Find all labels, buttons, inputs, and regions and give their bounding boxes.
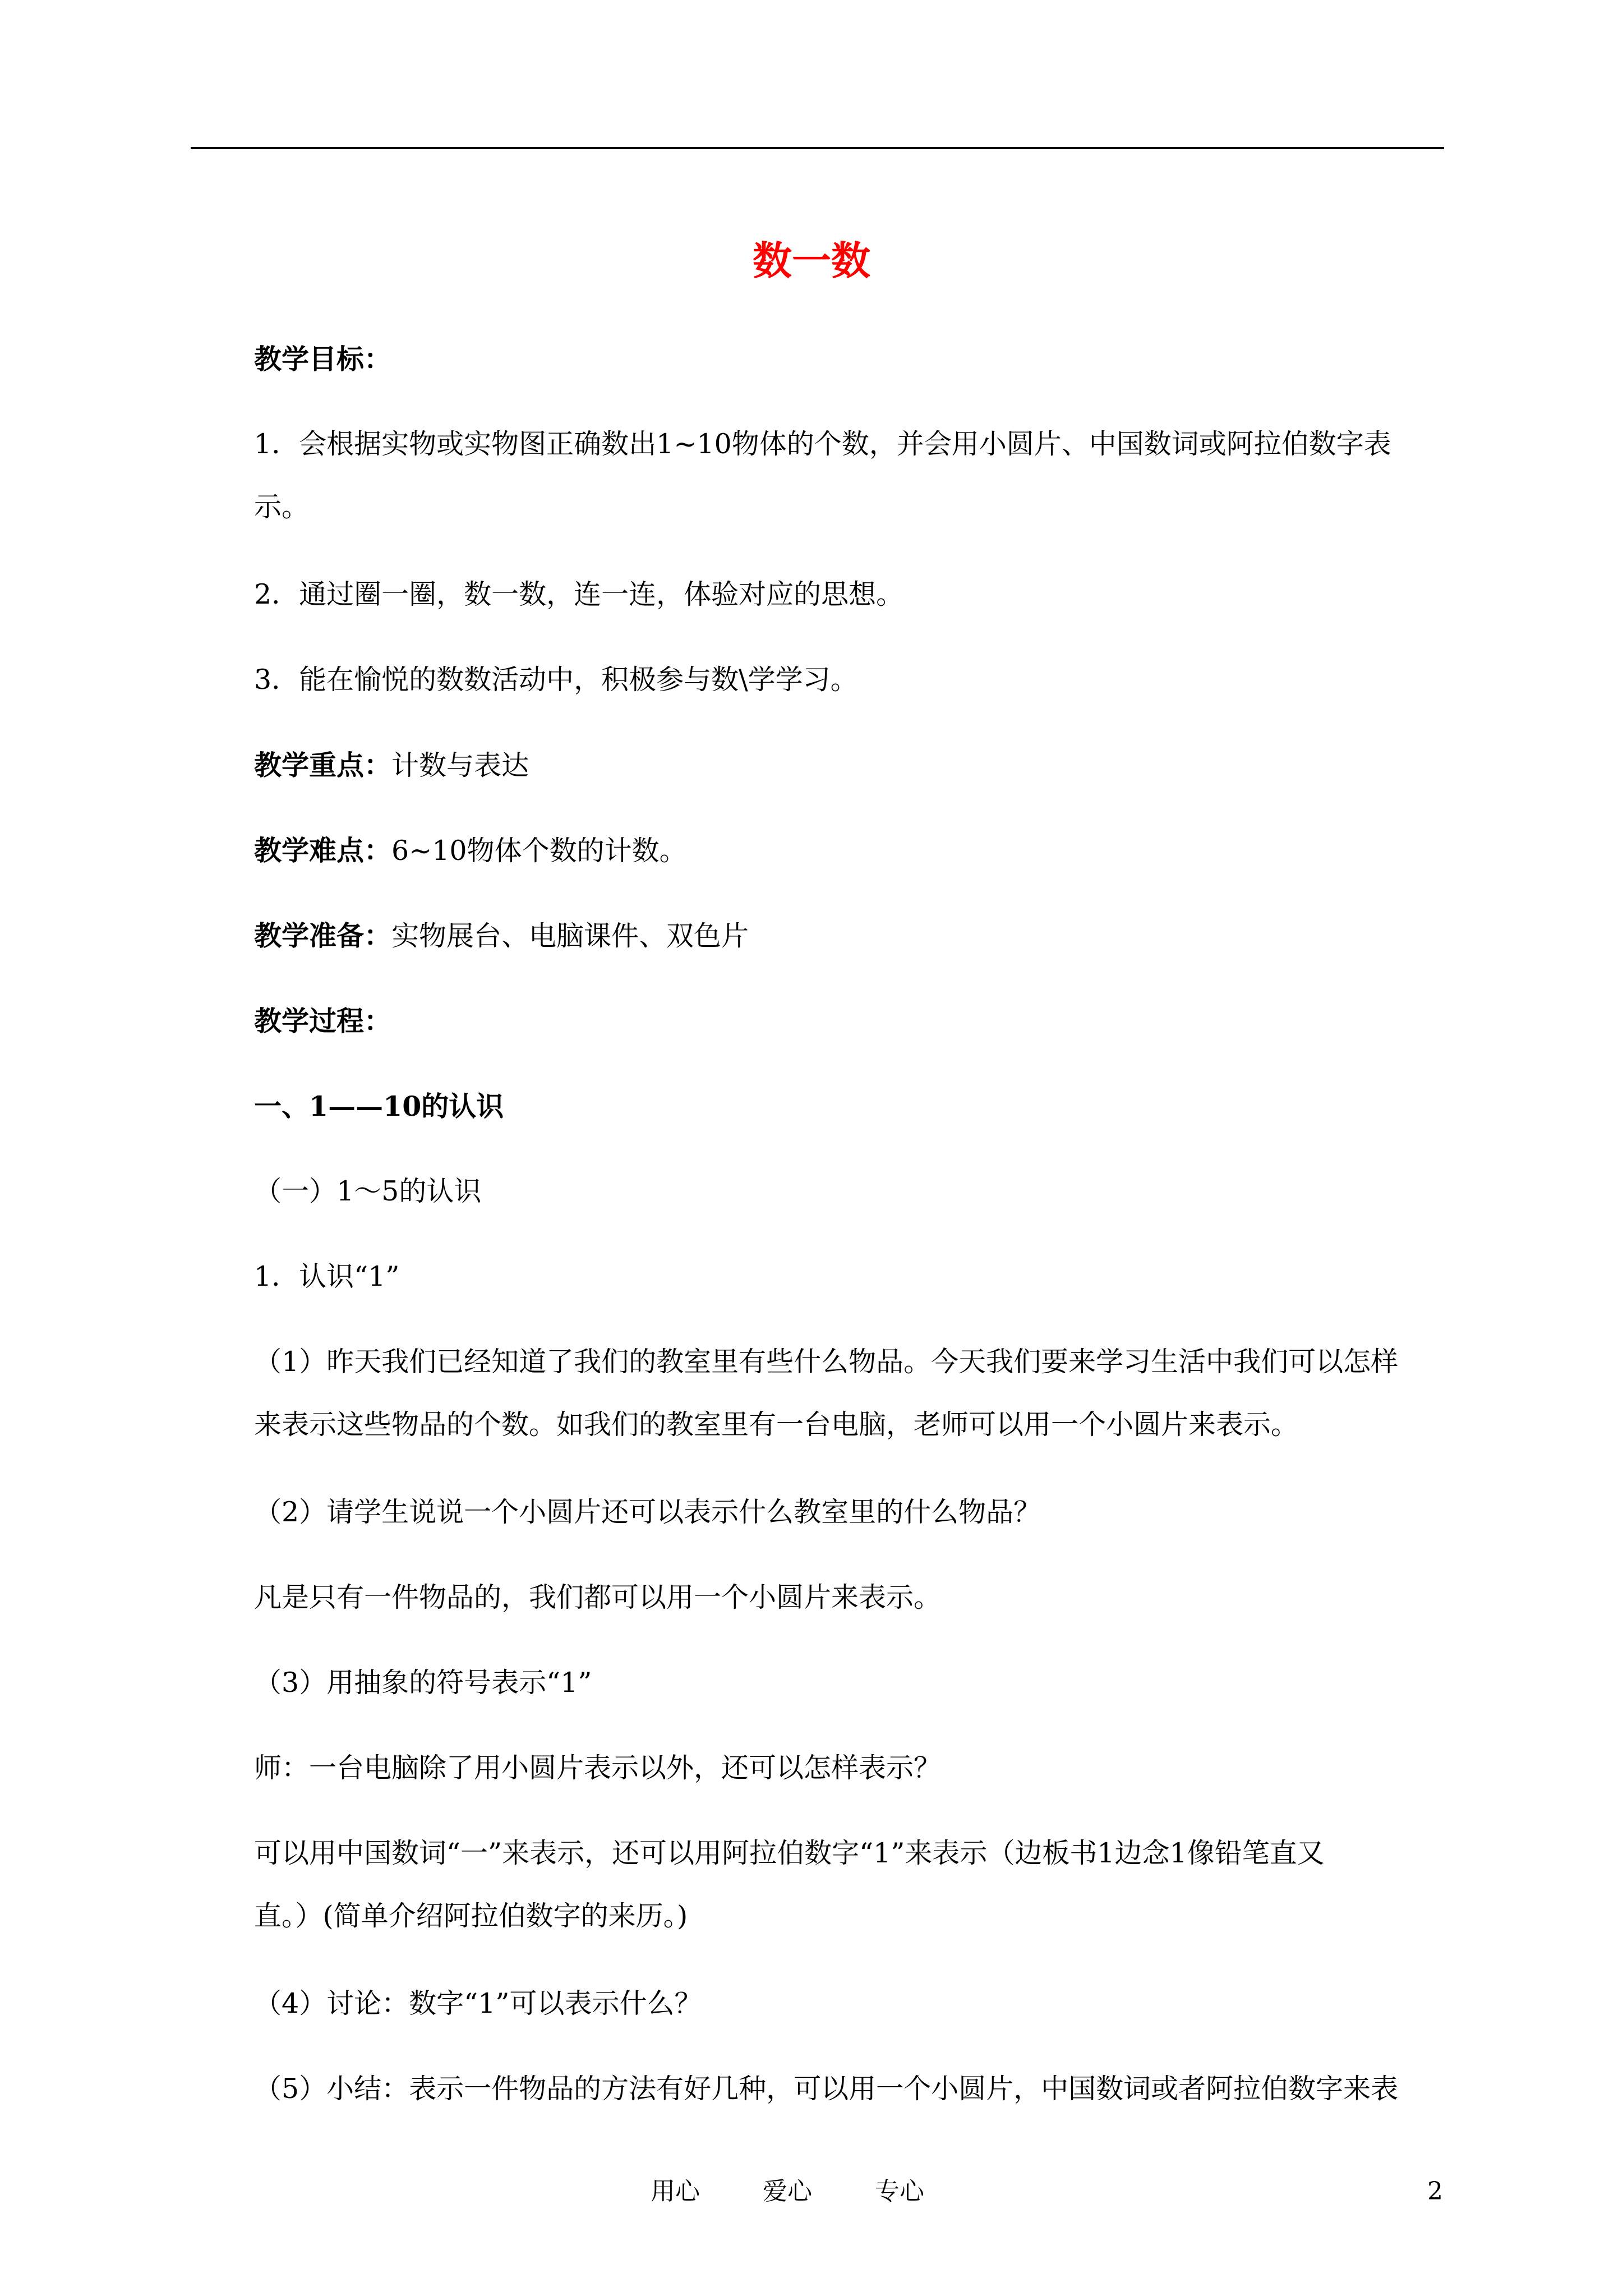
paragraph-3c-line-1: 可以用中国数词“一”来表示，还可以用阿拉伯数字“1”来表示（边板书1边念1像铅笔直又 (254, 1837, 1325, 1869)
footer-motto-3: 专心 (875, 2177, 924, 2206)
key-point (254, 743, 529, 788)
paragraph-3c-line-2: 直。）(简单介绍阿拉伯数字的来历。) (254, 1900, 688, 1932)
paragraph-1-line-2: 来表示这些物品的个数。如我们的教室里有一台电脑，老师可以用一个小圆片来表示。 (254, 1409, 1299, 1441)
item-1: 1．认识“1” (254, 1260, 400, 1292)
paragraph-3b: 师：一台电脑除了用小圆片表示以外，还可以怎样表示？ (254, 1752, 942, 1784)
preparation-label: 教学准备： (254, 919, 392, 952)
paragraph-4: （4）讨论：数字“1”可以表示什么？ (254, 1987, 702, 2019)
preparation (254, 913, 749, 959)
goal-1-line-1: 1．会根据实物或实物图正确数出1~10物体的个数，并会用小圆片、中国数词或阿拉伯数字表 (254, 428, 1391, 460)
paragraph-1-line-1: （1）昨天我们已经知道了我们的教室里有些什么物品。今天我们要来学习生活中我们可以怎样 (254, 1346, 1399, 1378)
difficulty-text: 6~10物体个数的计数。 (391, 835, 687, 867)
header-rule (191, 147, 1444, 149)
page-number: 2 (1427, 2177, 1443, 2206)
paragraph-3: （3）用抽象的符号表示“1” (254, 1667, 592, 1699)
difficulty-point (254, 828, 687, 873)
footer-motto-1: 用心 (651, 2177, 700, 2206)
paragraph-2b: 凡是只有一件物品的，我们都可以用一个小圆片来表示。 (254, 1581, 942, 1613)
goals-heading: 教学目标： (254, 343, 392, 375)
paragraph-5: （5）小结：表示一件物品的方法有好几种，可以用一个小圆片，中国数词或者阿拉伯数字来表 (254, 2073, 1399, 2105)
difficulty-label: 教学难点： (254, 834, 392, 867)
goal-3: 3．能在愉悦的数数活动中，积极参与数\学学习。 (254, 664, 858, 696)
preparation-text: 实物展台、电脑课件、双色片 (391, 920, 749, 952)
key-point-label: 教学重点： (254, 749, 392, 781)
key-point-text: 计数与表达 (391, 749, 529, 781)
footer-motto-2: 爱心 (763, 2177, 812, 2206)
subsection-1: （一）1～5的认识 (254, 1175, 482, 1207)
part-1-heading: 一、1——10的认识 (254, 1090, 504, 1122)
goal-1-line-2: 示。 (254, 491, 310, 523)
goal-2: 2．通过圈一圈，数一数，连一连，体验对应的思想。 (254, 578, 904, 610)
process-heading: 教学过程： (254, 1005, 392, 1037)
document-title: 数一数 (753, 237, 870, 284)
paragraph-2: （2）请学生说说一个小圆片还可以表示什么教室里的什么物品？ (254, 1496, 1041, 1528)
